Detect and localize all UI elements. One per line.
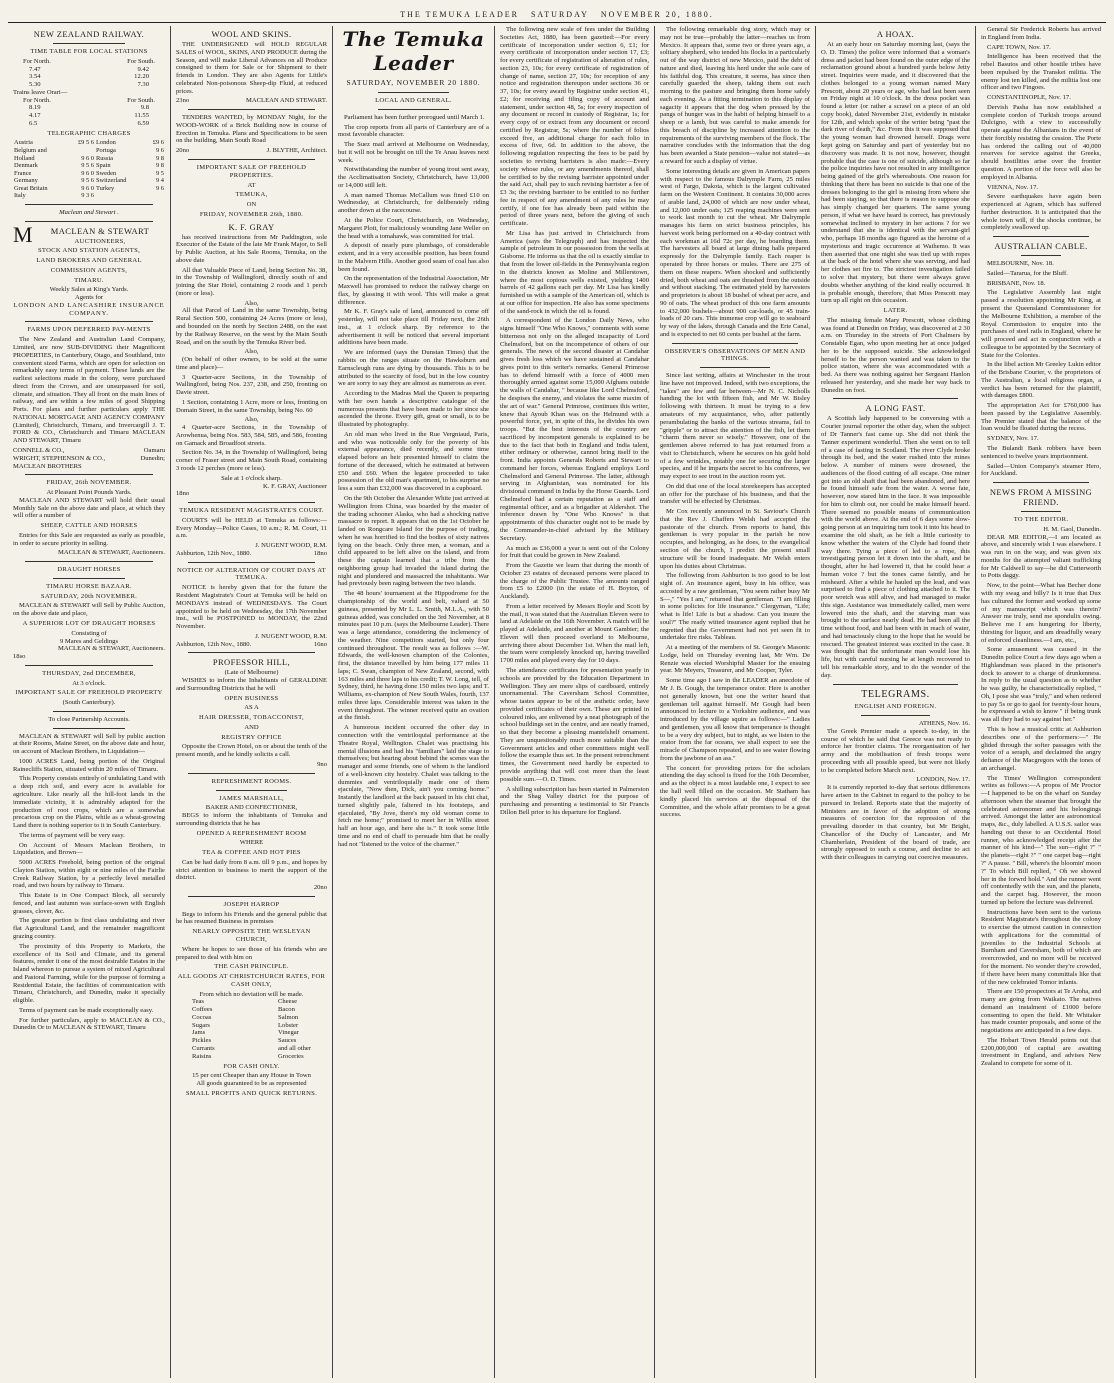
freehold-place: TEMUKA, [235,191,268,199]
court-text: COURTS will be HELD at Temuka as follows:— Every Monday—Police Cases, 10 a.m.; R. M. Court, 11 a.m. [176,516,327,540]
charge-cell: 9 5 6 [81,162,94,170]
charge-cell: Portuga [95,146,116,154]
firm-role-2: STOCK AND STATION AGENTS, [37,247,141,255]
charge-row [13,170,165,178]
news-paragraph: The following from Ashburton is too good to be lost sight of. An insurance agent, busy in his office, was accosted by a raw gentleman, "You seem rather busy Mr S—," "Yes I am," returned that gentleman. "I am filling in some policies for life insurance." Clergyman, "Life; what is life! Life is but a shadow. Can you insure the soul?" The ready witted insurance agent replied that he regretted that the Government had not yet seen fit to undertake fire risks. Tableau. [660,572,810,642]
time2-north-0: 8.19 [29,104,41,112]
goods-item: Cheese [278,998,298,1006]
guaranteed: All goods guaranteed to be as represented [196,1080,307,1088]
gray-date: 18no [176,490,190,498]
lot-1: All that Valuable Piece of Land, being Section No. 38, in the Township of Wallingford, directly south of and joining the Star Hotel, containing 2 roods and 1 perch (more or less). [176,266,327,297]
also-1: Also, [244,299,259,307]
prof-open: OPEN BUSINESS [224,694,279,702]
friday-date: FRIDAY, 26th NOVEMBER. [46,479,132,487]
time2-south-0: 9.8 [140,104,149,112]
news-paragraph: On did that one of the local storekeepers has accepted an offer for the purchase of his business, and that the transfer will be effected by Christmas. [660,482,810,506]
prof-text-2: Opposite the Crown Hotel, on or about the tenth of the present month, and he kindly solicits a call. [176,743,327,759]
charge-row [13,147,165,155]
court-title: TEMUKA RESIDENT MAGISTRATE'S COURT. [179,507,324,515]
news-paragraph: BRISBANE, Nov. 18. [987,279,1046,287]
tea-coffee: TEA & COFFEE AND HOT PIES [202,849,301,857]
london-text: It is currently reported to-day that serious differences have arisen in the Cabinet in regard to the policy to be pursued in Ireland. Reports state that the majority of Ministers are in favor of the adoption of strong measures of coercion for the repression of the prevailing disorder in that country, but Mr Bright, Chancellor of the Duchy of Lancaster, and Mr Chamberlain, President of the board of trade, are strongly opposed to such a course, and decline to act with their colleagues in carrying out coercive measures. [821,784,970,862]
insurance-company: LONDON AND LANCASHIRE INSURANCE COMPANY. [13,301,165,317]
charge-cell [145,192,165,200]
charge-row [13,185,165,193]
wool-text: THE UNDERSIGNED will HOLD REGULAR SALES of WOOL, SKINS, AND PRODUCE during the Season, and will make Liberal Advances on all Produce consigned to them for Sale or for Shipment to their friends in London. They are also Agents for Little's celebrated Non-poisonous Sheep-dip Fluid, at reduced prices. [176,41,327,95]
saturday-text: MACLEAN & STEWART will Sell by Public Auction, on the above date and place, [13,602,165,618]
charge-cell: Russia [95,154,114,162]
tenders-signature: J. BLYTHE, Architect. [266,147,327,155]
close-partnership: To close Partnership Accounts. [48,715,130,723]
further-text: For further particulars, apply to MACLEAN & CO., Dunedin Or to MACLEAN & STEWART, Timaru [13,1016,165,1032]
goods-list-right [278,998,311,1060]
estate-text: This Estate is in One Compact Block, all securely fenced, and last autumn was surface-sown with English grasses, clover, &c. [13,892,165,915]
news-paragraph: The attendance certificates for presentation yearly in schools are provided by the Education Department in Wellington. They are mere slips of cardboard, entirely unornamental. The Caversham School Committee, whose tastes appear to be of the æsthetic order, have provided certificates of their own. These are printed in coloured inks, are enlivened by a neat photograph of the school buildings set in the centre, and are neatly framed, so that they become a pleasing mantelshelf ornament. They are unquestionably much more suitable than the Government articles and other committees might well follow the example thus set. In the present retrenchment times, the Government need hardly be expected to provide anything that will cost more than the least possible sum.—O. D. Times. [500,667,649,783]
goods-item: Vinegar [278,1029,299,1037]
paper-date-line: SATURDAY, NOVEMBER 20 1880. [346,78,481,88]
observer-title: OBSERVER'S OBSERVATIONS OF MEN AND THINGS. [664,347,806,363]
goods-list [176,998,327,1060]
news-paragraph: This is how a musical critic at Ashburton describes one of the performers:—" He glided through the softer passages with the voice of a seraph, and declaimed the angry defiance of the Macgregors with the tones of an archangel. [981,726,1101,772]
charge-cell: 9 6 [156,146,164,154]
notice-text: NOTICE is hereby given that for the future the Resident Magistrate's Court at Temuka will be held on MONDAYS instead of WEDNESDAYS. The Court appointed to be held on Wednesday, the 17th November inst., will be POSTPONED to MONDAY, the 22nd November. [176,584,327,631]
charge-cell: Denmark [14,162,38,170]
column-7-top [981,26,1101,232]
time2-south-1: 11.55 [134,112,149,120]
time-north-1: 3.54 [29,73,41,81]
wool-signature: MACLEAN AND STEWART. [246,97,327,105]
acres-5000: 5000 ACRES Freehold, being portion of the original Clayton Station, within eight or nine miles of the Fairlie Creek Railway Station, by a perfectly level metalled road, and two hours by railway to Timaru. [13,859,165,890]
news-paragraph: DEAR MR EDITOR,—I am located as above, and sincerely wish I was elsewhere. I was run in on the way, and was given six months for the attempted valiant trafficking for Mr Caldwell to say—he did Cutterworth to Potts daggy. [981,533,1101,580]
news-paragraph: General Sir Frederick Roberts has arrived in England from India. [981,26,1101,41]
news-paragraph: From the Gazette we learn that during the month of October 23 estates of deceased persons were placed in the charge of the Public Trustee. The amounts ranged from £5 to £2000 (in the estate of H. Boyton, of Auckland). [500,562,649,601]
later-text: The missing female Mary Prescott, whose clothing was found at Dunedin on Friday, was discovered at 2 30 a.m. on Thursday in the streets of Port Chalmers by Constable Egan, who upon meeting her at once judged her to be the supposed suicide. She acknowledged herself to be the person wanted and was taken to the police station, where she was accommodated with a bed. As there was nothing against her Sergeant Hanlon released her yesterday, and she made her way back to Dunedin on foot. [821,316,970,394]
consisting: Consisting of [71,629,107,637]
news-paragraph: From a letter received by Messrs Boyle and Scott by the mail, it was stated that the Australian Eleven were to land at Adelaide on the 16th November. A match will be played at Adelaide, and another at Mount Gambier; the Eleven will then proceed overland to Melbourne, arriving there about December 1st. When the mail left, the team were completely knocked up, having travelled 1700 miles and played every day for 10 days. [500,602,649,665]
goods-item: Jams [192,1029,206,1037]
athens-text: The Greek Premier made a speech to-day, in the course of which he said that Greece was not ready to enforce her frontier claims. The reorganisation of her army and the mobilisation of fresh troops were proceeding with all possible speed, but were not likely to be completed before March next. [821,727,970,774]
goods-list-left [192,998,215,1060]
also-3: Also, [244,416,259,424]
goods-text: From which no deviation will be made. [199,990,304,998]
running-head [8,8,1106,23]
wright-place: Dunedin; [140,454,165,462]
column-2 [171,26,333,1378]
news-paragraph: The Legislative Assembly last night passed a resolution appointing Mr King, at present the Queensland Commissioner for the Melbourne Exhibition, a member of the Royal Commission to enquire into the purchases of steel rails in England, where he will proceed and act in conjunction with a colleague to be appointed by the Secretary of State for the Colonies. [981,289,1101,359]
freehold-title: IMPORTANT SALE OF FREEHOLD PROPERTIES. [196,163,307,179]
charge-cell: 9 6 0 [81,154,94,162]
tea-text: Can be had daily from 8 a.m. till 9 p.m., and hopes by strict attention to business to merit the support of the district. [176,858,327,882]
news-paragraph: The following new scale of fees under the Building Societies Act, 1880, has been gazetted:—For every certificate of incorporation under section 6, £1; for every certificate of incorporation under section 17, £3; for every certificate of registration of alteration of rules, section 23, 10s; for every certificate of registration of change of name, section 27, 10s; for reception of any notice and registration thereupon under sections 36 or 37, 10s; for every award by Registrar under section 41, £2; for receiving and filing copy of account and statement, under section 48, 5s; for every inspection of any document or record in custody of Registrar, 1s; for every copy of or extract from any document or record certified by Registrar, 5s; where the number of folios exceed five, an additional charge for each folio in excess of five, 6d. In addition to the above, the following regulation respecting the fees to be paid by societies to revising barristers is also made:—Every society whose rules, or any amendments thereof, shall be certified to by the revising barrister appointed under the said Act, shall pay to such revising barrister a fee of £3 3s; the revising barrister to be entitled to no further fee in respect of any amendment of any rules he may certify, if one fee has already been paid within the period of three years next, before the giving of such certificate. [500,26,649,228]
news-paragraph: According to the Madras Mail the Queen is preparing with her own hands a descriptive catalogue of the numerous presents that have been made to her since she ascended the throne. Every gift, great or small, is to be illustrated by photography. [338,390,489,429]
hoax-body [821,41,970,305]
charge-cell: Holland [14,154,35,162]
gray-text: has received instructions from Mr Paddington, sole Executor of the Estate of the late Mr Frank Major, to Sell by Public Auction, at his Sale Rooms, Temuka, on the above date [176,233,327,264]
news-paragraph: Severe earthquakes have again been experienced at Agram, which has suffered further destruction. It is anticipated that the whole town will, if the shocks continue, be completely swallowed up. [981,193,1101,232]
running-head-paper: THE TEMUKA LEADER [400,10,519,20]
telegraph-title: TELEGRAPHIC CHARGES [47,129,131,137]
gray-name: K. F. GRAY [228,221,275,232]
columns [8,26,1106,1378]
news-paragraph: At the Police Court, Christchurch, on Wednesday, Margaret Plott, for maliciously wounding Jane Weller on the head with a tomahawk, was committed for trial. [338,216,489,240]
column-7 [976,26,1106,1378]
maclean-signature-2: MACLEAN & STEWART, Auctioneers. [58,549,165,557]
news-paragraph: The Hobart Town Herald points out that £200,000,000 of capital are awaiting investment in England, and advises New Zealand to compete for some of it. [981,1036,1101,1068]
prof-title: PROFESSOR HILL, [212,657,291,668]
goods-item: Coffees [192,1006,213,1014]
prof-sub: (Late of Melbourne) [224,669,279,677]
telegrams-subtitle: ENGLISH AND FOREIGN. [854,703,937,711]
news-paragraph: At a meeting of the members of St. George's Masonic Lodge, held on Thursday evening last, Mr Wm. De Renzie was elected Worshipful Master for the ensuing year. Mr Meyers, Treasurer, and Mr Cooper, Tyler. [660,644,810,675]
thursday-date: THURSDAY, 2nd DECEMBER, [42,669,136,677]
firm-role-1: AUCTIONEERS, [74,237,126,245]
friday-text: MACLEAN AND STEWART will hold their usual Monthly Sale on the above date and place, at which they will offer a number of [13,496,165,520]
south-label: For South. [127,57,155,65]
notice-date: Ashburton, 12th Nov., 1880. [176,640,252,648]
wool-date: 23no [176,97,190,105]
news-paragraph: The Suez mail arrived at Melbourne on Wednesday, but it will not be brought on till the Te Anau leaves next week. [338,141,489,164]
telegrams-title: TELEGRAMS. [861,688,930,700]
friday-place: At Pleasant Point Pounds Yards. [46,489,132,497]
court-date: Ashburton, 12th Nov., 1880. [176,549,252,557]
news-paragraph: The appropriation Act for £760,000 has been passed by the Legislative Assembly. The Premier stated that the balance of the loan would be floated during the recess. [981,402,1101,433]
charge-cell: 9 3 6 [81,192,94,200]
cable-body [981,260,1101,478]
news-paragraph: A shilling subscription has been started in Palmerston and the Shag Valley district for the purpose of purchasing and presenting a testimonial to Sir Francis Dillon Bell prior to his departure for England. [500,785,649,816]
column-6 [816,26,976,1378]
news-paragraph: On the 9th October the Alexander White just arrived at Wellington from China, was boarded by the master of the trading schooner Alaska, who had a shocking native massacre to report. It appears that on the 1st October he landed on Rongcare Island for the purpose of trading, when he was horrified to find the bodies of sixty natives lying on the beach. Only three men, a woman, and a child appeared to be left alive on the island, and from these the captain learned that a tribe from the neighboring group had invaded the island during the night and plundered and massacred the inhabitants. War had previously been raging between the two islands. [338,495,489,588]
charge-row [13,177,165,185]
entries-text: Entries for this Sale are requested as early as possible, in order to secure priority in selling. [13,531,165,547]
prof-text: WISHES to inform the Inhabitants of GERALDINE and Surrounding Districts that he will [176,677,327,692]
time-south-1: 12.20 [134,73,149,81]
charge-cell: 9 6 [156,184,164,192]
news-paragraph: In the libel action Mr Greeley Lukin editor of the Brisbane Courier, v. the proprietors of The Australian, a local religious organ, a verdict has been returned for the plaintiff, with damages £800. [981,361,1101,400]
news-paragraph: Since last writing, affairs at Winchester in the trout line have not improved. Indeed, with two exceptions, the "takes" are few and far between—Mr N. C. Nicholls handing the lot with fifteen fish, and Mr W. Bisley following with thirteen. It must be trying to a few amateurs of my acquaintance, who, after patiently perambulating the banks of the various streams, fail to "gripple" or to attract the attention of the fish, let them "charm them never so wisely." However, one of the gentlemen above referred to has just returned from a visit to Christchurch, where he secures on his gold hold of a few wrinkles, notably one for securing the larger species, and if he imparts the secret to his confreres, we may expect to see trout in the auction room yet. [660,372,810,481]
property-text: This Property consists entirely of undulating Land with a deep rich soil, and every acre is available for agriculture. Like nearly all the hill-foot lands in the immediate vicinity, it is admirably adapted for the production of root crops, which are a somewhat precarious crop on the Plains, while as a wheat-growing Land there is nothing superior to it in South Canterbury. [13,775,165,830]
south-canterbury: (South Canterbury). [62,699,116,707]
news-paragraph: Notwithstanding the number of young trout sent away, the Acclimatisation Society, Christchurch, have 13,000 or 14,000 still left. [338,166,489,189]
railway-subtitle: TIME TABLE FOR LOCAL STATIONS [30,48,148,56]
long-fast-text: A Scottish lady happened to be conversing with a Courier journal reporter the other day, when the subject of Dr Tanner's fast came up. She did not think the Tanner experiment wonderful. Then she went on to tell of a case of fasting in Scotland. The river Clyde broke through its bed, and the water rushed into the mines below. A number of miners were drowned, the audiences of the flood cutting of all escape. One miner got into an old shaft that had been abandoned, and here he found himself safe from the water. A worse fate, however, now stared him in the face. It was impossible for him to climb out, nor could he make himself heard. There seemed no possible means of communication with the world above. At the end of 6 days some slow-going person at an inquiring turn took it into his head to examine the old shaft, as he felt a little curiosity to know whether the waters of the Clyde had found their way there. Tying a piece of led to a rope, this investigating person let it down into the shaft, and he thought, after he had lowered it, that he could hear a human voice ? but the tones came faintly, and he misheard. After a while he hauled up the lead, and was surprised to find a piece of clothing attached to it. The poor wretch was still alive, and had managed to make this sign. Assistance was immediately called, men were lowered into the shaft, and the starving man was brought to the surface nearly dead. He had been all the time without food, and had been with in reach of water, and had tenaciously clung to the hope that he would be rescued. The greatest interest was excited in the case. It was thought that the unfortunate man would lose his life, but with careful nursing he at length recovered to tell his remarkable story, and to do the wonder of the day. [821,415,970,679]
news-paragraph: As much as £36,000 a year is sent out of the Colony for fruit that could be grown in New Zealand. [500,544,649,560]
charge-cell: 9 8 [156,162,164,170]
firm-sales: Weekly Sales at King's Yards. [49,286,129,294]
news-paragraph: The following remarkable dog story, which may or may not be true—probably the latter—reaches us from Mexico. It appears that, some two or three years ago, a solitary shepherd, who tended his flocks in a particularly out of the way district of new Mexico, paid the debt of nature and died, leaving his herd under the sole care of his faithful dog. This creature, it seems, has since then carefully guarded the sheep, taking them out each morning to the pasture and bringing them home safely each evening. As a fitting termination to this display of sagacity it appears that the dog when pressed by the pangs of hunger was in the habit of helping himself to a sheep or a lamb, but was careful to make amends for this breach of discipline by increased attention to the requirements of the surviving members of the flock. The narrative concludes with the information that the dog has been awarded a State pension—value not stated—as a reward for such a display of virtue. [660,26,810,166]
farms-text: The New Zealand and Australian Land Company, Limited, are now SUB-DIVIDING their Magnificent PROPERTIES, in Canterbury, Otago, and Southland, into convenient sized Farms, which are open for selection on remarkably easy terms of payment. These lands are the earliest selections made in the colony, were purchased direct from the Crown, and are unsurpassed for soil, climate, and situation. They all front on the main lines of railway, and are within a few miles of good Shipping Ports. For plans and further particulars apply THE NATIONAL MORTGAGE AND AGENCY COMPANY (Limited), Christchurch, Timaru, and Invercargill J. T. FORD & CO., Christchurch and Timaru MACLEAN AND STEWART, Timaru [13,336,165,445]
news-paragraph: At an early hour on Saturday morning last, (says the O. D. Times) the police were informed that a woman's dress and jacket had been found on the outer edge of the reclamation ground about a hundred yards below Jetty street. Inquiries were made, and it discovered that the clothes belonged to a young woman named Mary Prescott, about 20 years or age, who had last been seen on Friday night at 10 o'clock. In the dress pocket was found a letter (or rather a scrawl on a piece of an old copy book), dated November 21st, evidently in mistake for 12th, and which spoke of the writer being "past the dark river of death," &c. From this it was supposed that the young woman had drowned herself. Drags were kept going on Saturday and part of yesterday but no discovery was made. It is not now, however, thought probable that the case is one of suicide, although so far the police inquiries have not resulted in any intelligence being gained of the girl's whereabouts. One reason for thinking that there has been no suicide is that one of the dresses belonging to the girl is missing from where she had been staying, so that there is reason to suppose she has simply changed her quarters. The same young person, if what we have heard is correct, has previously somewhat inclined to mystery in her actions ? for we understand that she is identical with the servant-girl who, perhaps 18 months ago figured as the heroine of a mysterious and tragic occurrence at Waihemo. It was then asserted that one night she was tied up with ropes at the back of the hotel where she was serving, and had her clothes set fire to. The strictest investigation failed to solve that mystery, but there were always grave doubts whether anything of the kind really occurred. It is probable enough, therefore, that Miss Prescott may turn up all right on this occasion. [821,41,970,305]
column-4-body [500,26,649,817]
local-general-title: LOCAL AND GENERAL. [375,97,452,105]
charge-cell: Turkey [95,184,115,192]
goods-item: Salmon [278,1013,299,1021]
paper-title: The Temuka Leader [342,27,485,75]
court-signature: J. NUGENT WOOD, R.M. [255,542,327,550]
timetable-labels [13,58,165,66]
tenders-text: TENDERS WANTED, by MONDAY Night, for the WOOD-WORK of a Brick Building now in course of Erection in Temuka. Plans and Specifications to be seen on the building, Main South Road [176,114,327,145]
cable-title: AUSTRALIAN CABLE. [994,241,1088,252]
freehold-at: AT [247,181,256,189]
grazing-text: The greater portion is first class undulating and river flat Agricultural Land, and the remainder magnificent grazing country. [13,917,165,941]
lot-2: All that Parcel of Land in the same Township, being Rural Section 500, containing 24 Acres (more or less), and bounded on the north by Section 2488, on the east by the Railway Reserve, on the west by the Main South Road, and on the south by the Temuka River bed. [176,307,327,346]
goods-item: Pickles [192,1037,212,1045]
time-north-2: 5.30 [29,81,41,89]
charge-cell: France [14,169,32,177]
news-paragraph: A humorous incident occurred the other day in connection with the ventriloquial performance at the Theatre Royal, Wellington. Chalet was practising his mental illusions and had his "familiars" laid the stage to themselves; but hearing about behind the scenes was the manager and some friends, one of whom is the landlord of a well-known city hostelry. Chalet was talking to the dummies and ventriloquially made one of them ejaculate, "Now then, Dick, ain't you coming home." Instantly the landlord at the back paused in his chit chat, turned slightly pale, faltered in his footsteps, and ejaculated, "By Jove, there's my old woman come to fetch me home;" promised to meet her in Willis street half an hour ago, and here she is." It took some little time and no end of chaff to persuade him that he really had not "listened to the voice of the charmer." [338,724,489,848]
news-paragraph: The 48 hours' tournament at the Hippodrome for the championship of the world and belt, valued at 50 guineas, presented by Mr L. L. Smith, M.L.A., with 50 guineas added, was concluded on the 3rd November, at 8 minutes past 10 p.m. (says the Melbourne Leader). There was a large attendance, considering the inclemency of the weather. Nine competitors started, but only four continued throughout. The result was as follows :—W. Edwards, the well-known champion of the Colonies, first, the distance travelled by him being 177 miles 11 laps; C. Swan, champion of New Zealand, second, with 163 miles and three laps to his credit; T. W. Long, tell, of Sydney, third, he having done 150 miles two laps; and T. Williams, ex-champion of New South Wales, fourth, 137 miles three laps. Considerable interest was taken in the event throughout. The winner received quite an ovation at the finish. [338,590,489,722]
news-paragraph: CAPE TOWN, Nov. 17. [987,43,1051,51]
news-paragraph: Some time ago I saw in the LEADER an anecdote of Mr J. B. Gough, the temperance orator. Here is another not generally known, but one the writer heard that gentleman tell against himself. Mr Gough had been announced to lecture to a Yorkshire audience, and was introduced by the village squire as follows:—" Ladies and gentlemen, you all know that temperance is thought to be a very dry subject, but to night, as we listen to the orator from the far oceans, we shall expect to see the miracle of Champson repeated, and to see water flowing from the jawbone of an ass." [660,677,810,762]
account-text: On Account of Messrs Maclean Brothers, in Liquidation, and Brown— [13,841,165,857]
news-paragraph: The Bulandi Bank robbers have been sentenced to twelve years imprisonment. [981,445,1101,460]
freehold-date: FRIDAY, NOVEMBER 26th, 1880. [199,210,304,218]
missing-body [981,534,1101,1068]
where: WHERE [239,839,264,847]
tenders-date: 20no [176,147,190,155]
charge-row [13,192,165,200]
charge-cell [95,192,145,200]
news-paragraph: A correspondent of the London Daily News, who signs himself "One Who Knows," comments with some bitterness not only on the alleged incapacity of Lord Chelmsford, but on the incompetence of others of our generals. The news of the second disaster at Candahar gives fresh loss which we have sustained at Candahar gives point to this writer's remarks. General Primrose has to defend himself with a force of 4000 men thoroughly armed against some 15,000 Afghans outside the walls of Candahar, " because like Lord Chelmsford, he despises the enemy, and violates the same maxim of the art of war." General Primrose, continues this writer, knew that Ayoub Khan was on the Helmund with a powerful force, yet, in spite of this, he divides his own troops. "But the best interests of the country are sacrificed by incompetent generals is explained to be due to the fact that both in England and India talent, either ordinary or otherwise, cannot bring itself to the front. India appoints Generals Roberts and Stewart to command her forces, whereas England employs Lord Chelmsford and General Primrose. The latter, although serving in Afghanistan, was nominated for his divisional command in India by the Horse Guards. Lord Chelmsford had a certain reputation as a staff and regimental officer, and as a brigadier at Aldershot. The inference drawn by "One Who Knows" is that appointments of this character ought not to be made by the Commander-in-chief advised by the Military Secretary. [500,317,649,542]
connell: CONNELL & CO., [13,446,65,454]
firm-place: TIMARU. [74,276,104,284]
charge-cell: Germany [14,177,38,185]
charge-cell: 9 5 [156,169,164,177]
bazaar-title: TIMARU HORSE BAZAAR. [46,582,132,590]
news-paragraph: Mr K. F. Gray's sale of land, announced to come off yesterday, will not take place till Friday next, the 26th inst., at 1 o'clock sharp. By reference to the advertisement it will be noticed that several important additions have been made. [338,308,489,347]
prof-as: AS A [244,704,259,712]
news-paragraph: An old man who lived in the Rue Vergniaud, Paris, and who was noticeable only for the poverty of his external appearance, died recently, and some time elapsed before an heir presented himself to claim the fortune of the deceased, which he estimated at between £50 and £60. When the legatee proceeded to take possession of the old man's apartment, to his surprise no less a sum than £32,000 was discovered in a cupboard. [338,430,489,493]
goods-item: Bacon [278,1006,295,1014]
lot-6: Section No. 34, in the Township of Wallingford, being corner of Fraser street and Main South Road, containing 3 roods 12 perches (more or less). [176,449,327,473]
gray-signature: K. F. GRAY, Auctioneer [263,482,327,490]
acres-1000: 1000 ACRES Land, being portion of the Original Rainecliffs Station, situated within 20 miles of Timaru. [13,757,165,773]
goods-item: Sauces [278,1037,297,1045]
maclean-signature: Maclean and Stewart . [59,208,119,216]
charge-cell: Sweden [95,169,117,177]
charge-row [13,155,165,163]
hoax-title: A HOAX. [876,29,915,39]
time2-north-2: 6.5 [29,119,38,127]
news-paragraph: Parliament has been further prorogued until March 1. [344,113,485,121]
news-paragraph: A man named Thomas McCallum was fined £10 on Wednesday, at Christchurch, for deliberately riding another down at the racecourse. [338,191,489,215]
telegraph-charges-table [13,139,165,199]
editor-label: TO THE EDITOR. [1013,516,1069,524]
news-paragraph: The crop reports from all parts of Canterbury are of a most favorable character. [338,123,489,139]
time2-south-2: 6.59 [137,119,149,127]
lot-5: 4 Quarter-acre Sections, in the Township of Arowhenua, being Nos. 583, 584, 585, and 586, fronting on Gamack and Broadfoot streets. [176,424,327,447]
athens-dateline: ATHENS, Nov. 16. [918,720,970,728]
prof-hair: HAIR DRESSER, TOBACCONIST, [199,714,304,722]
news-paragraph: Intelligence has been received that the rebel Basutos and other hostile tribes have been repulsed by the Transkei militia. The enemy lost ten killed, and the militia lost one officer and two Fingoes. [981,53,1101,92]
draught-title: DRAUGHT HORSES [57,566,121,574]
charge-cell: £9 5 6 [77,139,94,147]
news-paragraph: The Times' Wellington correspondent writes as follows:—A propos of Mr Proctor—I happened to be on the wharf on Sunday afternoon when the steamer that brought the celebrated astronomer and his belongings arrived. Amongst the latter are astronomical maps, &c., duly labelled. A U.S.S. sailor was handing out these to an Occidental Hotel runner, who acknowledged receipt after the manner of his kind—" The sun—right ?" " the planets—right ?" " one carpet bag—right ?" A pause. " Bill, where's the bloomin' moon ?" To which Bill replied, " Oh we showed her in the forwrd hold." And the runner went off contentedly with the sun, and the planets, and the carpet bag. However, the moon turned up before the lecture was delivered. [981,774,1101,906]
court-year: 18no [313,549,327,557]
charge-row [13,162,165,170]
nearly-opposite: NEARLY OPPOSITE THE WESLEYAN CHURCH, [192,928,311,944]
harrop-text-2: Where he hopes to see those of his friends who are prepared to deal with him on [176,945,327,961]
charge-cell: Great Britain [14,184,48,192]
local-general-body [338,114,489,849]
goods-item: Currants [192,1044,215,1052]
charge-cell: Italy [14,192,26,200]
sheep-cattle: SHEEP, CATTLE AND HORSES [40,522,138,530]
column-1 [8,26,171,1378]
charge-cell: Austria [14,139,33,147]
goods-item: Raisins [192,1052,212,1060]
harrop-text: Begs to inform his Friends and the general public that he has resumed Business in premises [176,910,327,926]
charge-cell [67,147,95,155]
news-paragraph: The concert for providing prizes for the scholars attending the day school is fixed for the 16th December, and as the object is a most laudable one, I expect to see the hall well filled on the occasion. Mr Statham has kindly placed his services at the disposal of the Committee, and the whole affair promises to be a great success. [660,764,810,819]
south2-label: For South. [127,96,155,104]
news-paragraph: Mr Lisa has just arrived in Christchurch from America (says the Telegraph) and has inspected the sample of petroleum in our possession from the wells at Gisborne. He informs us that the oil is exactly similar to that from the lower oil-fields in the Pennsylvania region in the districts known as Moline and Millerstown, where the most copious wells existed, yielding 1400 barrels of 42 gallons each per day. Mr Lisa has kindly furnished us with a sample of the American oil, which is at our office for inspection. He also has some specimens of the sand-rock in which the oil is found. [500,229,649,315]
news-paragraph: Instructions have been sent to the various Resident Magistrate's throughout the colony to exercise the utmost caution in connection with applications for the committal of juveniles to the Industrial Schools at Burnham and Caversham, both of which are overcrowded, and no more will be received for the moment. No wonder they're crowded, if there have been many committals like that of the new celebrated Tomor infants. [981,908,1101,986]
marshall-name: JAMES MARSHALL, [219,794,284,802]
cheaper: 15 per cent Cheaper than any House in Town [192,1072,311,1080]
connell-place: Oamaru [143,446,165,454]
saturday-date: SATURDAY, 20th NOVEMBER. [40,592,138,600]
news-paragraph: Some interesting details are given in American papers with respect to the famous Dalrymple Farm, 25 miles west of Fargo, Dakota, which is the largest cultivated farm on the Western Continent. It contains 30,000 acres of arable land, 24,000 of which are now under wheat, and 12,000 under oats; 125 reaping machines were sent to work last month to cut the wheat. Mr Dalrymple manages his farm on strict business principles, his harvest work being performed on a 40-day contract with each workman at 16d 72c per day, he boarding them. The harvesters all board at large dining halls prepared expressly for the Dalrymple family. Each reaper is operated by three horses or mules. There are 275 of them on these reapers. When shocked and sufficiently dried, both wheat and oats are thrashed from the outside and without stacking. The estimated yield by harvesters and proprietors is about 18 bushel of wheat per acre, and 90 of oats. The wheat product of this one farm amounts to 432,000 bushels—about 900 car-loads, or 45 train-loads of 20 cars. This immense crop will go to seaboard by way of the lakes, through Canada and the Erie Canal, and is expected to net 60 cents per bushel at the farm. [660,167,810,338]
firm-role-3: LAND BROKERS AND GENERAL [36,257,142,265]
behalf-text: (On behalf of other owners, to be sold at the same time and place)— [176,356,327,371]
column-5-top [660,26,810,339]
thursday-time: At 3 o'clock. [72,679,106,687]
refresh-title: REFRESHMENT ROOMS. [211,777,292,785]
time-south-2: 7.30 [137,81,149,89]
agents-for: Agents for [74,294,104,302]
wool-title: WOOL AND SKINS. [211,29,292,39]
partnership-text: MACLEAN & STEWART will Sell by public auction at their Rooms, Maine Street, on the above date and hour, on account of Maclean Brothers, in Liquidation— [13,732,165,756]
missing-dateline: H. M. Gaol, Dunedin. [1043,525,1101,533]
railway-title: NEW ZEALAND RAILWAY. [33,29,145,39]
time2-north-1: 4.17 [29,112,41,120]
cash-only: FOR CASH ONLY. [223,1062,280,1070]
goods-title: ALL GOODS AT CHRISTCHURCH RATES, FOR CASH ONLY, [177,973,326,988]
later-title: LATER. [883,307,908,315]
charge-cell: 9 6 0 [81,169,94,177]
charge-cell: £9 6 [152,139,164,147]
freehold-on: ON [246,201,257,209]
running-head-day: SATURDAY [530,10,589,20]
news-paragraph: Some amusement was caused in the Dunedin police Court a few days ago when a Highlandman was placed in the prisoner's dock to answer to a charge of drunkenness. In reply to the usual question as to whether he was guilty, he characteristically replied, " Oh, I pose she was "truly," and when ordered to pay 5s or go to gaol for twenty-four hours, he expressed a wish to know " if being trunk was all they had to say against her." [981,646,1101,724]
terms-text: The terms of payment will be very easy. [19,831,125,839]
maclean-signature-3: MACLEAN & STEWART, Auctioneers. [58,645,165,653]
firm-name: M MACLEAN & STEWART [13,221,150,247]
charge-cell: Switzerland [95,177,127,185]
paper-masthead [338,28,489,88]
goods-item: Sugars [192,1021,210,1029]
harrop-name: JOSEPH HARROP [223,900,280,908]
news-paragraph: A deposit of nearly pure plumbago, of considerable extent, and in a very accessible position, has been found in the Malvern Hills. Another good seam of coal has also been found. [338,242,489,273]
charge-cell: London [95,139,116,147]
charge-cell: 9 8 [156,154,164,162]
goods-item: Cocoas [192,1013,212,1021]
lot-4: 1 Section, containing 1 Acre, more or less, fronting on Domain Street, in the same Township, being No. 60 [176,398,327,414]
marshall-text: BEGS to inform the inhabitants of Temuka and surrounding districts that he has [176,812,327,827]
terms2-text: Terms of payment can be made exceptionally easy. [19,1006,154,1014]
year-1: 18so [13,653,26,661]
news-paragraph: MELBOURNE, Nov. 18. [987,260,1054,268]
column-3 [333,26,495,1378]
wright: WRIGHT, STEPHENSON & CO., [13,454,106,462]
farms-title: FARMS UPON DEFERRED PAY-MENTS [27,326,151,334]
goods-item: Lobster [278,1021,299,1029]
long-fast-title: A LONG FAST. [865,403,926,414]
goods-item: Groceries [278,1052,304,1060]
opened: OPENED A REFRESHMENT ROOM [196,829,307,837]
news-paragraph: We are informed (says the Dunstan Times) that the rabbits on the ranges situate on the Hawksburn and Earnscleugh runs are dying by thousands. This is to be attributed to the scarcity of food, but in the low country we are sorry to say they are almost as numerous as ever. [338,349,489,388]
charge-cell: Belgium and [14,146,47,154]
london-dateline: LONDON, Nov. 17. [916,776,970,784]
charge-row [13,139,165,147]
prof-registry: REGISTRY OFFICE [221,733,282,741]
news-paragraph: There are 150 prospectors at Te Aroha, and many are going from Waikato. The natives demand an instalment of £1000 before consenting to open the field. Mr Whitaker has made counter proposals, and some of the negotiations are anticipated in a few days. [981,988,1101,1035]
important-sale: IMPORTANT SALE OF FREEHOLD PROPERTY [15,689,163,697]
charge-cell: Spain [95,162,111,170]
news-paragraph: Mr Cox recently announced in St. Saviour's Church that the Rev J. Chaffers Welsh had accepted the pastorate of the church. From reports to hand, this gentleman is very popular in the parish he now occupies, and belonging, as he does, to the evangelical section of the church, I predict the present small structure will be found inadequate. Mr Welsh enters upon his duties about Christmas. [660,508,810,570]
time-north-0: 7.47 [29,65,41,73]
charge-cell: 9 5 6 [81,177,94,185]
trains-label: Trains leave Orari— [13,88,68,96]
news-paragraph: SYDNEY, Nov. 17. [987,435,1039,443]
prof-and: AND [244,723,259,731]
north2-label: For North. [23,96,51,104]
charge-cell: 9 6 0 [81,184,94,192]
notice-title: NOTICE OF ALTERATION OF COURT DAYS AT TEMUKA. [177,566,326,582]
news-paragraph: VIENNA, Nov. 17. [987,183,1039,191]
also-2: Also, [244,348,259,356]
north-label: For North. [23,57,51,65]
tea-year: 20no [313,884,327,892]
charge-cell: 9 4 [156,177,164,185]
mares-geldings: 9 Mares and Geldings [59,637,119,645]
small-profits: SMALL PROFITS AND QUICK RETURNS. [185,1089,318,1097]
goods-item: Teas [192,998,204,1006]
running-head-date: NOVEMBER 20, 1880. [600,10,714,20]
time-south-0: 9.42 [137,65,149,73]
column-4 [495,26,655,1378]
column-5-bottom [660,372,810,819]
cash-principle: THE CASH PRINCIPLE. [214,963,289,971]
firm-role-4: COMMISSION AGENTS, [50,266,128,274]
goods-item: and all other [278,1044,311,1052]
marshall-role: BAKER AND CONFECTIONER, [205,804,298,812]
notice-signature: J. NUGENT WOOD, R.M. [255,632,327,640]
prof-year: 9no [317,761,327,768]
column-5 [655,26,816,1378]
sale-time: Sale at 1 o'clock sharp. [221,474,282,482]
news-paragraph: On the representation of the Industrial Association, Mr Maxwell has promised to reduce the railway charge on flax, by glassing it with wool. This will make a great difference. [338,275,489,306]
news-paragraph: Dervish Pasha has now established a complete cordon of Turkish troops around Dulcigno, with a view to successfully operate against the Albanians in the event of their forcibly resisting the cession. The Porte has ordered the calling out of 40,000 reserves for service against the Greeks, should hostilities arise over the frontier question. A portion of the force will also be employed in Albania. [981,103,1101,181]
lot-3: 3 Quarter-acre Sections, in the Township of Wallingford, being Nos. 237, 238, and 250, fronting on Davie street. [176,373,327,397]
notice-year: 16no [313,640,327,648]
superior-lot: A SUPERIOR LOT OF DRAUGHT HORSES [22,619,156,627]
news-paragraph: CONSTANTINOPLE, Nov. 17. [987,94,1071,102]
proximity-text: The proximity of this Property to Markets, the excellence of its Soil and Climate, and its general features, render it one of the most desirable Estates in the Island whereon to pursue a system of mixed Agricultural and Pastoral Farming, while for the purpose of forming a Residential Estate, the facilities of communication with Timaru, Christchurch, and Dunedin, make it specially eligible. [13,942,165,1005]
news-paragraph: Sailed—Union Company's steamer Hero, for Auckland. [981,462,1101,478]
news-paragraph: Now, to the point—What has Becher done with my swag and billy? Is it true that Dux has cultured the former and worked up some of my manuscript which was therein? Answer me truly, send me spondulix owing. Believe me I am hungering for liberty, thirsting for liquor, and am dreadfully weary of enforced cleanliness.—I am, etc., [981,582,1101,644]
missing-title: NEWS FROM A MISSING FRIEND. [989,487,1093,508]
maclean-brothers: MACLEAN BROTHERS [13,462,82,470]
news-paragraph: Sailed—Tararua, for the Bluff. [987,269,1068,277]
